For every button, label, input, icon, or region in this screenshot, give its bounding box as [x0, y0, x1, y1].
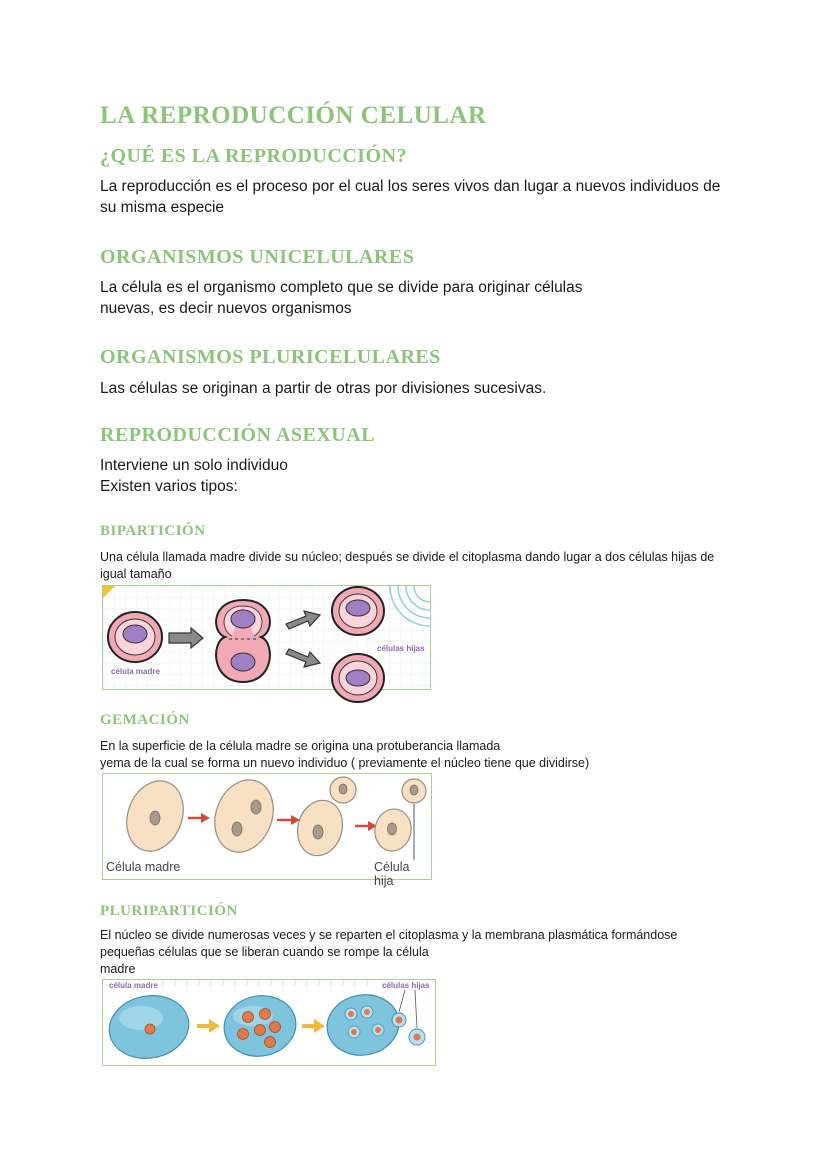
- releasing-cell: [322, 989, 425, 1061]
- paragraph-pluriparticion-1: El núcleo se divide numerosas veces y se reparten el citoplasma y la membrana plasmática formándose: [100, 928, 678, 942]
- paragraph-pluriparticion-2: pequeñas células que se liberan cuando se rompe la célula: [100, 945, 429, 959]
- multinucleate-cell: [219, 990, 300, 1062]
- paragraph-pluricelulares-1: Las células se originan a partir de otras por divisiones sucesivas.: [100, 380, 547, 397]
- label-celula-madre: célula madre: [109, 981, 158, 990]
- paragraph-asexual-1: Interviene un solo individuo: [100, 457, 288, 474]
- paragraph-pluriparticion-3: madre: [100, 962, 136, 976]
- figure-pluriparticion: [102, 979, 436, 1066]
- dividing-cell: [216, 600, 270, 682]
- separated-cells: [372, 779, 426, 860]
- heading-unicelulares: ORGANISMOS UNICELULARES: [100, 246, 415, 268]
- mother-cell: [104, 990, 194, 1065]
- label-celula-madre: célula madre: [111, 667, 160, 676]
- paragraph-que-es-1: La reproducción es el proceso por el cual los seres vivos dan lugar a nuevos individuos de: [100, 178, 721, 195]
- heading-pluricelulares: ORGANISMOS PLURICELULARES: [100, 346, 441, 368]
- arrow-right-icon: [201, 813, 210, 823]
- heading-gemacion: GEMACIÓN: [100, 712, 190, 728]
- mother-cell: [108, 612, 162, 662]
- arrow-right-icon: [209, 1019, 220, 1033]
- mother-cell: [117, 773, 192, 859]
- heading-biparticion: BIPARTICIÓN: [100, 523, 206, 539]
- label-celula-hija: Célula hija: [374, 860, 410, 888]
- figure-biparticion: [102, 585, 431, 690]
- arrow-right-icon: [314, 1019, 325, 1033]
- daughter-cell-top: [332, 587, 384, 635]
- paragraph-biparticion-2: igual tamaño: [100, 567, 172, 581]
- paragraph-gemacion-2: yema de la cual se forma un nuevo individuo ( previamente el núcleo tiene que dividirse): [100, 756, 590, 770]
- heading-pluriparticion: PLURIPARTICIÓN: [100, 903, 238, 919]
- paragraph-asexual-2: Existen varios tipos:: [100, 478, 238, 495]
- heading-asexual: REPRODUCCIÓN ASEXUAL: [100, 424, 376, 446]
- page-title: LA REPRODUCCIÓN CELULAR: [100, 102, 487, 129]
- label-celula-madre: Célula madre: [106, 860, 181, 874]
- figure-gemacion: [102, 773, 432, 888]
- paragraph-unicelulares-1: La célula es el organismo completo que se divide para originar células: [100, 279, 583, 296]
- paragraph-unicelulares-2: nuevas, es decir nuevos organismos: [100, 300, 352, 317]
- daughter-cell-bottom: [332, 654, 384, 702]
- ruler-ticks: [163, 980, 367, 986]
- heading-que-es: ¿QUÉ ES LA REPRODUCCIÓN?: [100, 145, 408, 167]
- paragraph-gemacion-1: En la superficie de la célula madre se origina una protuberancia llamada: [100, 739, 501, 753]
- label-celulas-hijas: células hijas: [382, 981, 430, 990]
- budding-cell: [292, 777, 356, 861]
- dividing-nucleus-cell: [205, 772, 283, 861]
- paragraph-que-es-2: su misma especie: [100, 199, 225, 216]
- label-celulas-hijas: células hijas: [377, 644, 425, 653]
- paragraph-biparticion-1: Una célula llamada madre divide su núcleo; después se divide el citoplasma dando lugar a dos células hijas de: [100, 550, 715, 564]
